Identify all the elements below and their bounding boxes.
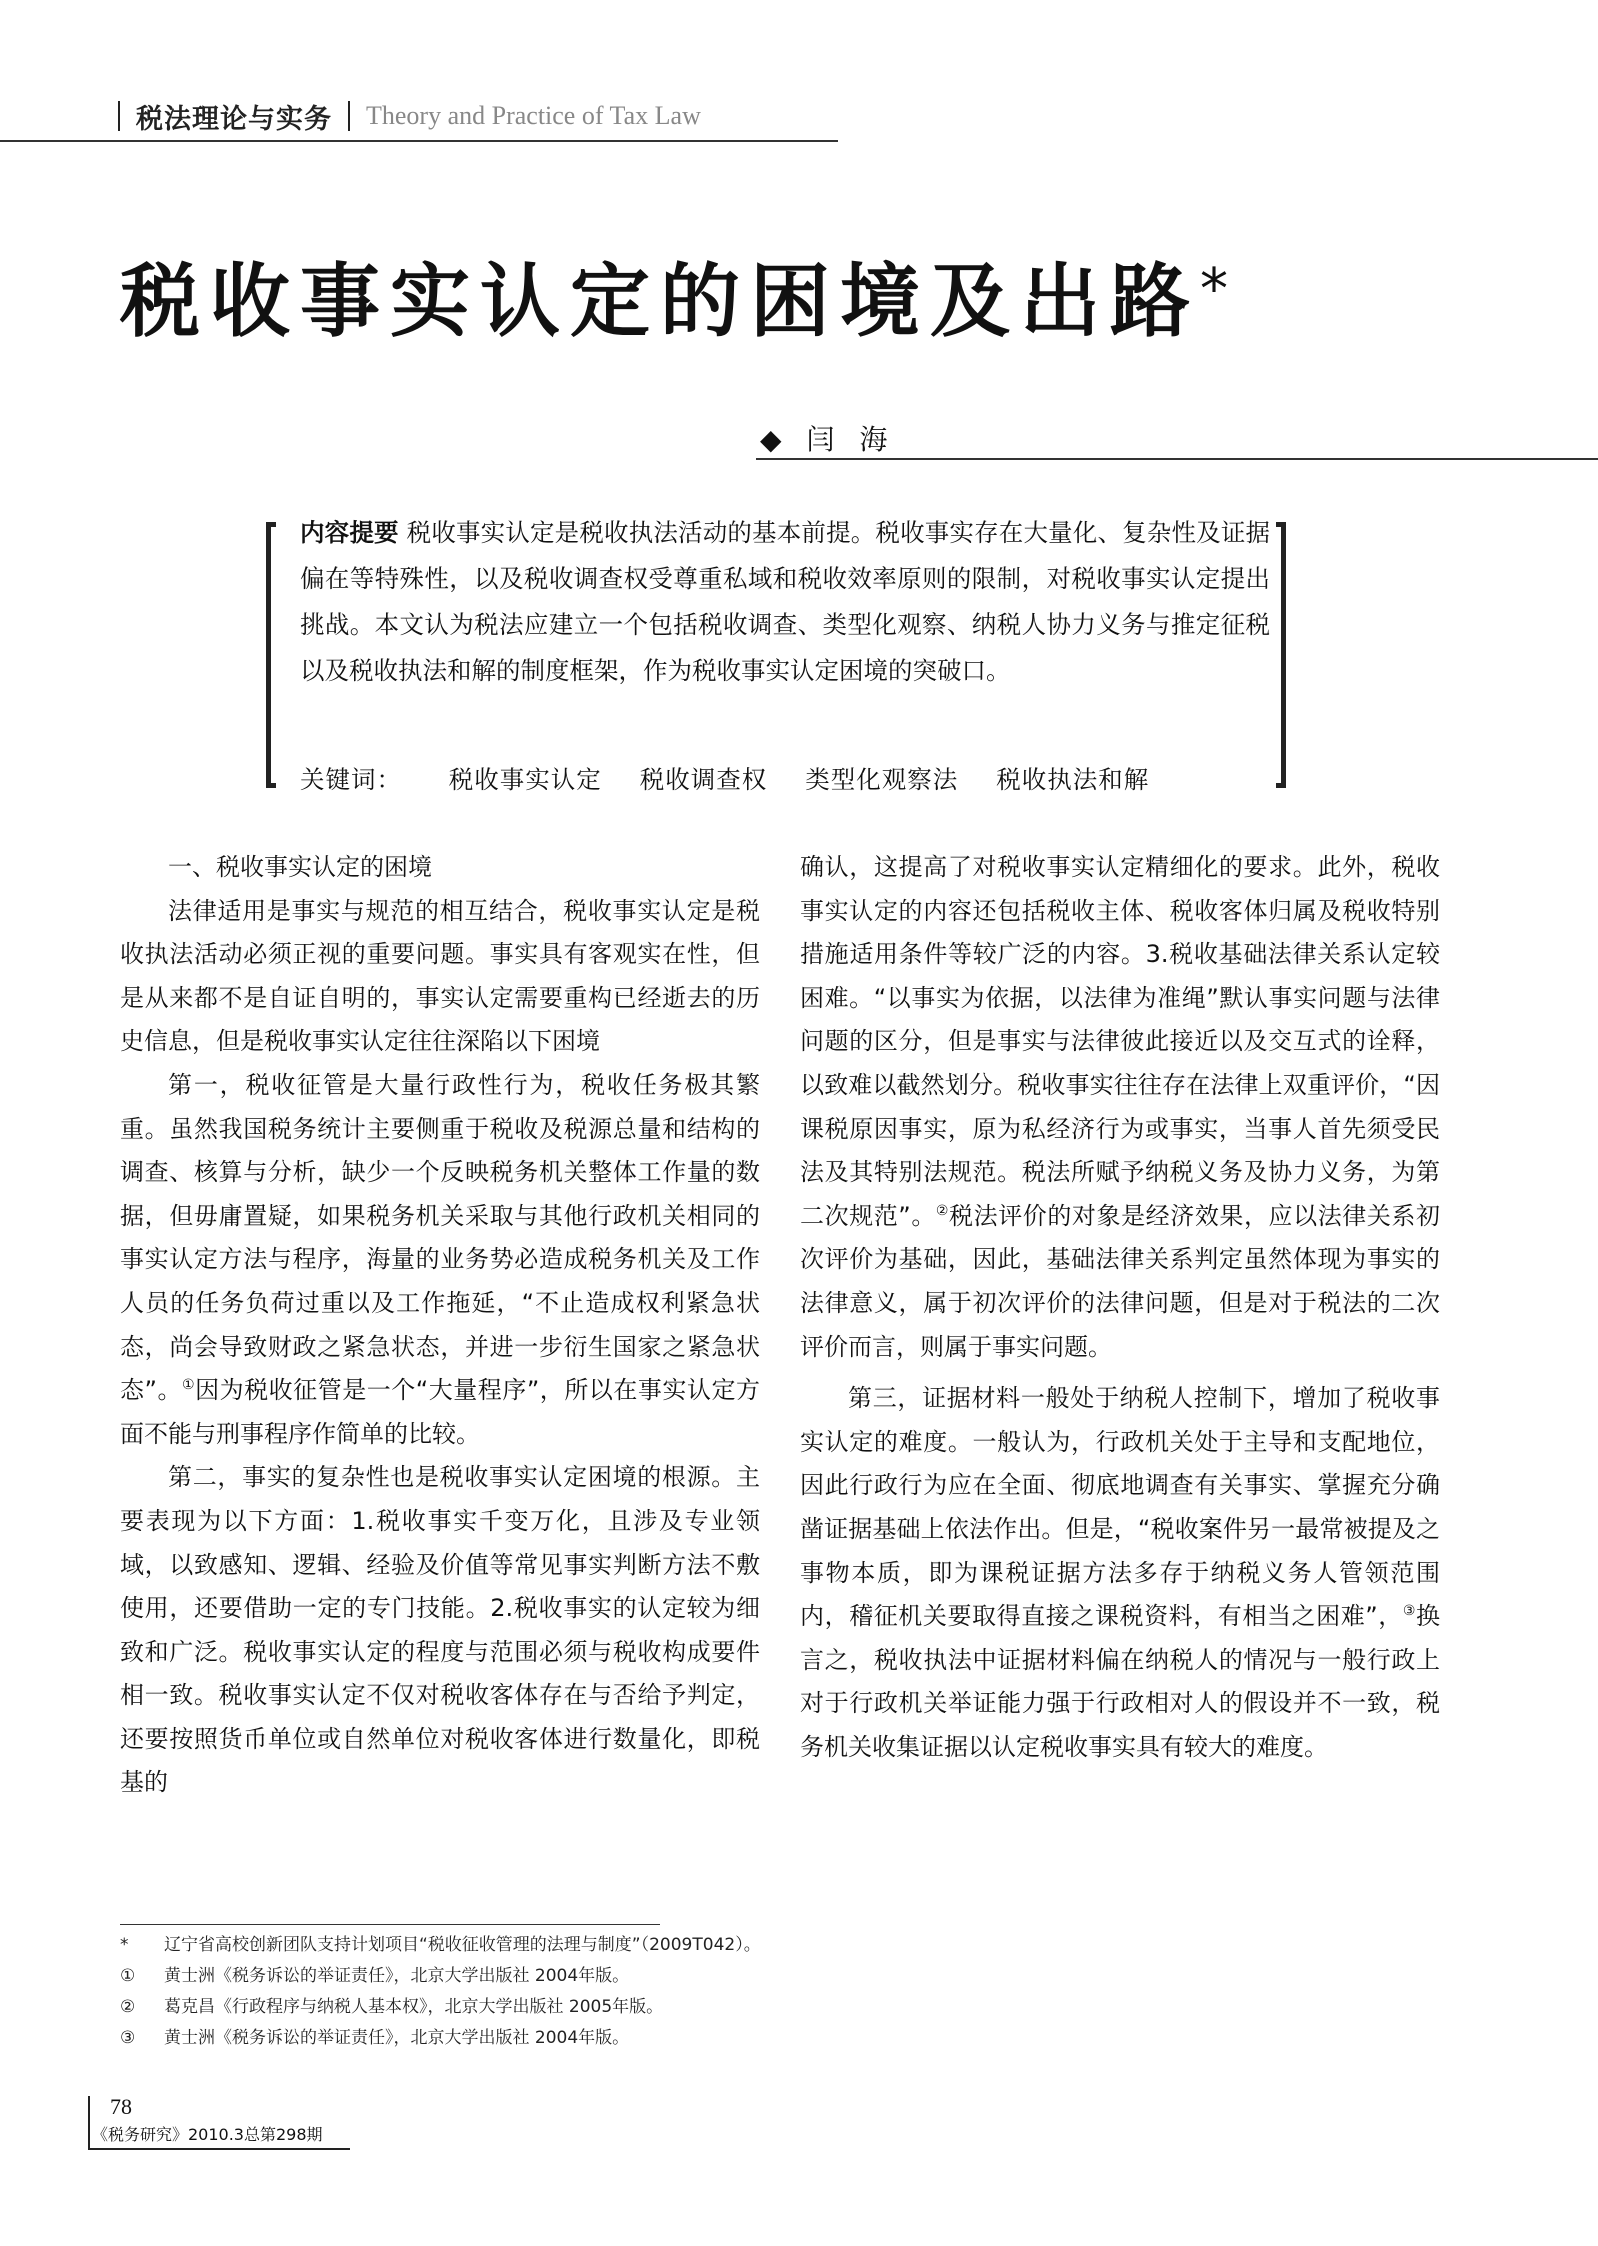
author-rule — [756, 458, 1598, 460]
paragraph — [800, 1377, 1440, 1769]
keyword: 税收调查权 — [639, 765, 768, 794]
author-line — [760, 418, 895, 458]
title-footnote-mark: * — [1200, 257, 1228, 322]
keyword: 税收执法和解 — [996, 765, 1150, 794]
paragraph-text: 确认，这提高了对税收事实认定精细化的要求。此外，税收事实认定的内容还包括税收主体、税收客体归属及税收特别措施适用条件等较广泛的内容。3.税收基础法律关系认定较困难。“以事实为依据，以法律为准绳”默认事实问题与法律问题的区分，但是事实与法律彼此接近以及交互式的诠释，以致难以截然划分。税收事实往往存在法律上双重评价，“因课税原因事实，原为私经济行为或事实，当事人首先须受民法及其特别法规范。税法所赋予纳税义务及协力义务，为第二次规范”。 — [800, 853, 1440, 1230]
header-divider — [118, 101, 120, 131]
keyword: 税收事实认定 — [448, 765, 602, 794]
body-column-left — [120, 846, 760, 1805]
footnote-text: 黄士洲《税务诉讼的举证责任》，北京大学出版社 2004年版。 — [164, 1966, 630, 1986]
paragraph-text: 税法评价的对象是经济效果，应以法律关系初次评价为基础，因此，基础法律关系判定虽然体现为事实的法律意义，属于初次评价的法律问题，但是对于税法的二次评价而言，则属于事实问题。 — [800, 1201, 1441, 1361]
footnote-rule — [120, 1924, 660, 1925]
footnote-ref: ① — [182, 1377, 196, 1394]
paragraph-text: 第三，证据材料一般处于纳税人控制下，增加了税收事实认定的难度。一般认为，行政机关处于主导和支配地位，因此行政行为应在全面、彻底地调查有关事实、掌握充分确凿证据基础上依法作出。但是，“税收案件另一最常被提及之事物本质，即为课税证据方法多存于纳税义务人管领范围内，稽征机关要取得直接之课税资料，有相当之困难”， — [800, 1384, 1440, 1631]
article-title — [120, 255, 1228, 348]
footnote — [120, 1961, 1420, 1992]
page-footer-rule — [88, 2148, 350, 2150]
section-heading: 一、税收事实认定的困境 — [168, 853, 432, 881]
article-title-text: 税收事实认定的困境及出路 — [120, 255, 1200, 348]
footnote-ref: ② — [935, 1202, 950, 1219]
footnote-text: 黄士洲《税务诉讼的举证责任》，北京大学出版社 2004年版。 — [164, 2028, 630, 2048]
footnote — [120, 1992, 1420, 2023]
header-column-zh: 税法理论与实务 — [136, 103, 332, 135]
page-number: 78 — [110, 2094, 132, 2119]
paragraph — [120, 1064, 760, 1456]
footnote-mark: * — [120, 1935, 129, 1955]
running-header — [118, 96, 701, 136]
footnote-ref: ③ — [1402, 1603, 1416, 1620]
journal-source: 《税务研究》2010.3总第298期 — [92, 2125, 323, 2144]
footnote-mark: ① — [120, 1966, 136, 1986]
paragraph-text: 因为税收征管是一个“大量程序”，所以在事实认定方面不能与刑事程序作简单的比较。 — [120, 1376, 760, 1448]
footnote — [120, 2023, 1420, 2054]
abstract-bracket-left — [266, 522, 276, 788]
paragraph-text: 换言之，税收执法中证据材料偏在纳税人的情况与一般行政上对于行政机关举证能力强于行政相对人的假设并不一致，税务机关收集证据以认定税收事实具有较大的难度。 — [800, 1602, 1440, 1761]
diamond-icon: ◆ — [760, 423, 790, 456]
abstract-bracket-right — [1276, 522, 1286, 788]
paragraph — [800, 846, 1440, 1369]
abstract-text: 税收事实认定是税收执法活动的基本前提。税收事实存在大量化、复杂性及证据偏在等特殊性，以及税收调查权受尊重私域和税收效率原则的限制，对税收事实认定提出挑战。本文认为税法应建立一个包括税收调查、类型化观察、纳税人协力义务与推定征税以及税收执法和解的制度框架，作为税收事实认定困境的突破口。 — [300, 518, 1270, 685]
keywords — [300, 760, 1270, 800]
footnote-mark: ③ — [120, 2028, 136, 2048]
header-rule — [0, 140, 838, 142]
paragraph-text: 第一，税收征管是大量行政性行为，税收任务极其繁重。虽然我国税务统计主要侧重于税收及税源总量和结构的调查、核算与分析，缺少一个反映税务机关整体工作量的数据，但毋庸置疑，如果税务机关采取与其他行政机关相同的事实认定方法与程序，海量的业务势必造成税务机关及工作人员的任务负荷过重以及工作拖延，“不止造成权利紧急状态，尚会导致财政之紧急状态，并进一步衍生国家之紧急状态”。 — [120, 1070, 760, 1405]
abstract — [300, 510, 1270, 694]
header-column-en: Theory and Practice of Tax Law — [366, 101, 701, 130]
paragraph: 法律适用是事实与规范的相互结合，税收事实认定是税收执法活动必须正视的重要问题。事实具有客观实在性，但是从来都不是自证自明的，事实认定需要重构已经逝去的历史信息，但是税收事实认定往往深陷以下困境 — [120, 896, 760, 1056]
footnote-text: 辽宁省高校创新团队支持计划项目“税收征收管理的法理与制度”（2009T042）。 — [164, 1935, 761, 1955]
page-footer-line — [88, 2096, 90, 2148]
keywords-label: 关键词： — [300, 765, 402, 794]
body-column-right — [800, 846, 1440, 1769]
author-name: 闫 海 — [806, 423, 896, 456]
footnote-mark: ② — [120, 1997, 136, 2017]
footnote-text: 葛克昌《行政程序与纳税人基本权》，北京大学出版社 2005年版。 — [164, 1997, 664, 2017]
footnotes — [120, 1930, 1420, 2054]
footnote — [120, 1930, 1420, 1961]
keyword: 类型化观察法 — [805, 765, 959, 794]
abstract-label: 内容提要 — [300, 518, 399, 547]
paragraph: 第二，事实的复杂性也是税收事实认定困境的根源。主要表现为以下方面：1.税收事实千变万化，且涉及专业领域，以致感知、逻辑、经验及价值等常见事实判断方法不敷使用，还要借助一定的专门技能。2.税收事实的认定较为细致和广泛。税收事实认定的程度与范围必须与税收构成要件相一致。税收事实认定不仅对税收客体存在与否给予判定，还要按照货币单位或自然单位对税收客体进行数量化，即税基的 — [120, 1463, 760, 1797]
header-divider — [348, 101, 350, 131]
